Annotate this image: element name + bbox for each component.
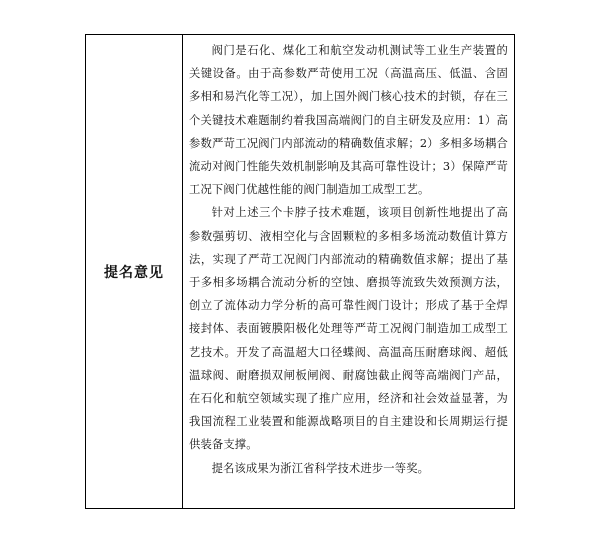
- paragraph-background: 阀门是石化、煤化工和航空发动机测试等工业生产装置的关键设备。由于高参数严苛使用工况（高温高压、低温、含固多相和易汽化等工况），加上国外阀门核心技术的封锁，存在三个关键技术难题制约着我国高端阀门的自主研发及应用：1）高参数严苛工况阀门内部流动的精确数值求解；2）多相多场耦合流动对阀门性能失效机制影响及其高可靠性设计；3）保障严苛工况下阀门优越性能的阀门制造加工成型工艺。: [189, 44, 508, 197]
- nomination-table: [85, 34, 515, 509]
- field-label: 提名意见: [104, 264, 164, 281]
- label-cell: [86, 35, 183, 508]
- paragraph-innovation: 针对上述三个卡脖子技术难题，该项目创新性地提出了高参数强剪切、液相空化与含固颗粒的多相多场流动数值计算方法，实现了严苛工况阀门内部流动的精确数值求解；提出了基于多相多场耦合流动分析的空蚀、磨损等流致失效预测方法，创立了流体动力学分析的高可靠性阀门设计；形成了基于全焊接封体、表面镀膜阳极化处理等严苛工况阀门制造加工成型工艺技术。开发了高温超大口径蝶阀、高温高压耐磨球阀、超低温球阀、耐磨损双闸板闸阀、耐腐蚀截止阀等高端阀门产品，在石化和航空领域实现了推广应用，经济和社会效益显著，为我国流程工业装置和能源战略项目的自主建设和长周期运行提供装备支撑。: [189, 206, 508, 452]
- opinion-content: [183, 35, 514, 508]
- paragraph-recommendation: 提名该成果为浙江省科学技术进步一等奖。: [211, 461, 430, 475]
